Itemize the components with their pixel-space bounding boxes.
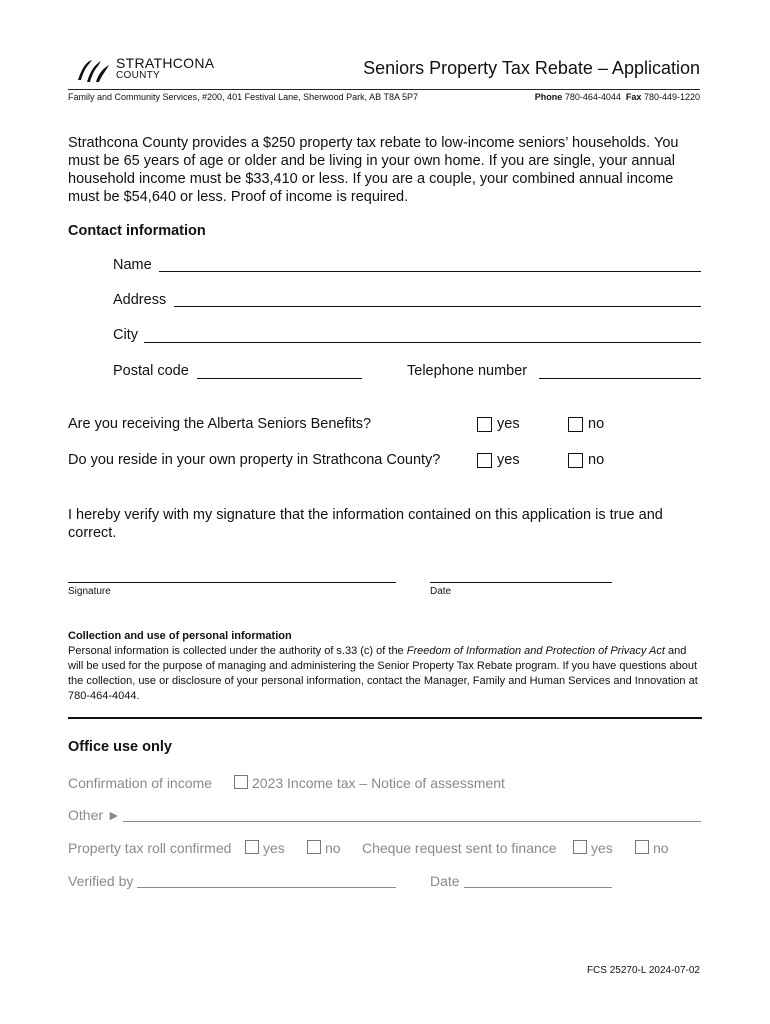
address-field[interactable] [174,306,701,307]
postal-code-field[interactable] [197,378,362,379]
contact-phone-fax [535,92,700,102]
form-code: FCS 25270-L 2024-07-02 [586,965,700,976]
privacy-text [68,644,703,704]
cheque-request-label: Cheque request sent to finance [362,840,557,856]
cheque-yes-checkbox[interactable] [573,840,587,854]
verified-by-label: Verified by [68,873,134,889]
office-date-field[interactable] [464,887,612,888]
cheque-no-checkbox[interactable] [635,840,649,854]
logo-mark-icon [76,58,112,84]
fax-label: Fax [625,92,642,102]
own-property-yes-checkbox[interactable] [477,453,492,468]
income-tax-notice-label: 2023 Income tax – Notice of assessment [252,775,505,791]
logo-wordmark-line2: COUNTY [116,70,161,81]
verified-by-field[interactable] [137,887,396,888]
own-property-yes-label: yes [497,452,520,468]
logo-wordmark-line1: STRATHCONA [116,55,215,71]
fax-value: 780-449-1220 [643,92,700,102]
own-property-no-checkbox[interactable] [568,453,583,468]
name-field[interactable] [159,271,701,272]
phone-value: 780-464-4044 [564,92,621,102]
office-address: Family and Community Services, #200, 401 Festival Lane, Sherwood Park, AB T8A 5P7 [68,92,419,102]
cheque-yes-label: yes [591,840,613,856]
form-title: Seniors Property Tax Rebate – Application [363,58,700,78]
signature-label: Signature [68,586,111,597]
city-field[interactable] [144,342,701,343]
contact-heading: Contact information [68,223,206,239]
telephone-label: Telephone number [407,363,528,379]
telephone-field[interactable] [539,378,701,379]
date-field[interactable] [430,582,612,583]
city-label: City [113,327,138,343]
other-label: Other ► [68,807,121,823]
income-tax-notice-checkbox[interactable] [234,775,248,789]
address-label: Address [113,292,167,308]
question-seniors-benefits: Are you receiving the Alberta Seniors Benefits? [68,416,372,432]
tax-roll-no-checkbox[interactable] [307,840,321,854]
tax-roll-yes-label: yes [263,840,285,856]
seniors-benefits-yes-checkbox[interactable] [477,417,492,432]
date-label: Date [430,586,452,597]
section-divider [68,717,702,719]
verification-statement: I hereby verify with my signature that the information contained on this application is true and correct. [68,507,663,541]
seniors-benefits-no-checkbox[interactable] [568,417,583,432]
privacy-heading: Collection and use of personal information [68,630,292,642]
seniors-benefits-no-label: no [588,416,605,432]
tax-roll-yes-checkbox[interactable] [245,840,259,854]
postal-code-label: Postal code [113,363,189,379]
strathcona-county-logo [76,55,226,87]
name-label: Name [113,257,152,273]
question-own-property: Do you reside in your own property in Strathcona County? [68,452,441,468]
office-date-label: Date [430,873,460,889]
tax-roll-confirmed-label: Property tax roll confirmed [68,840,232,856]
office-use-heading: Office use only [68,739,172,755]
confirmation-of-income-label: Confirmation of income [68,775,212,791]
intro-paragraph: Strathcona County provides a $250 property tax rebate to low-income seniors’ households. You must be 65 years of age or older and be living in your own home. If you are single, your annual household income must be $33,410 or less. If you are a couple, your combined annual income must be $54,640 or less. Proof of income is required. [68,135,679,205]
other-field[interactable] [123,821,701,822]
signature-field[interactable] [68,582,396,583]
privacy-text-part2: and will be used for the purpose of managing and administering the Senior Property Tax Rebate program. If you have questions about the collection, use or disclosure of your personal information, contact the Manager, Family and Human Services and Innovation at 780-464-4044. [68,645,698,702]
own-property-no-label: no [588,452,605,468]
header-divider [68,89,700,90]
tax-roll-no-label: no [325,840,341,856]
privacy-notice [68,629,703,704]
cheque-no-label: no [653,840,669,856]
phone-label: Phone [534,92,563,102]
privacy-text-part1: Personal information is collected under the authority of s.33 (c) of the [68,645,407,657]
privacy-act-name: Freedom of Information and Protection of Privacy Act [406,645,665,657]
seniors-benefits-yes-label: yes [497,416,520,432]
